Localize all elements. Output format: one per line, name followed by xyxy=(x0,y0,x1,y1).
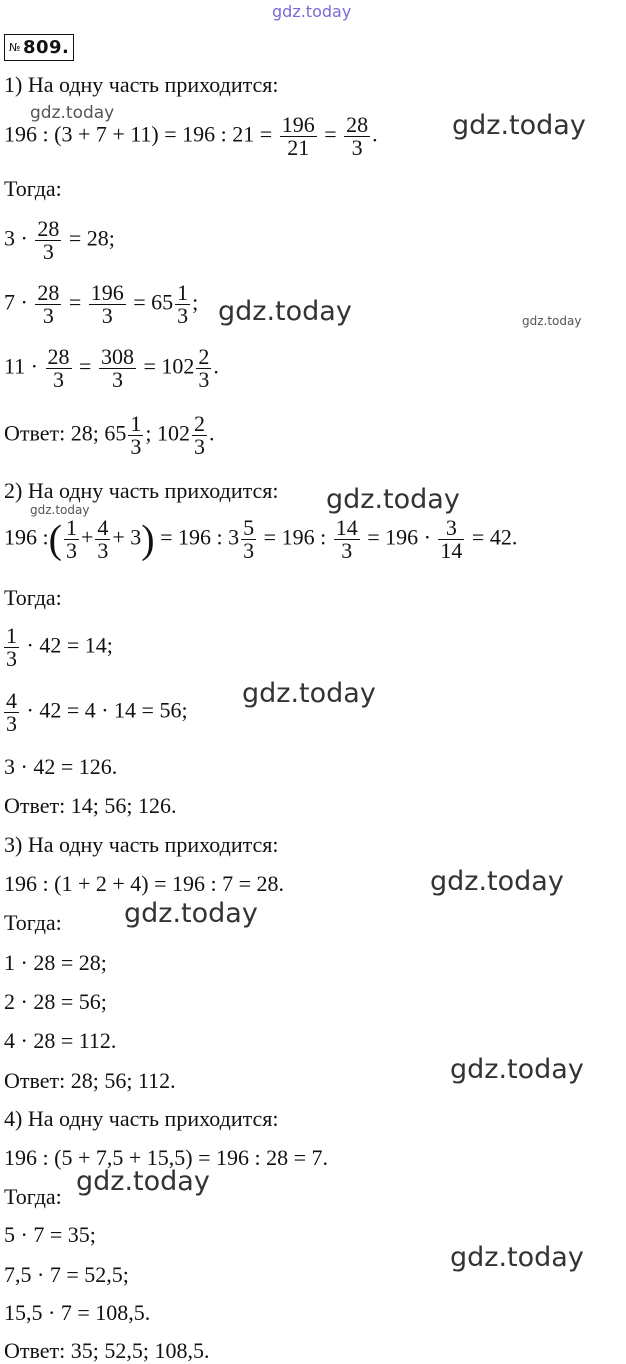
part4-intro: 4) На одну часть приходится: xyxy=(4,1106,279,1131)
part1-line2: 7 · $\frac{28}{3}$ = $\frac{196}{3}$ = 65 $\frac{1}{3}$ ; xyxy=(4,280,199,328)
watermark: gdz.today xyxy=(218,296,352,327)
part2-intro: 2) На одну часть приходится: xyxy=(4,478,279,503)
fraction: $\frac{196}{3}$ xyxy=(90,280,124,328)
watermark: gdz.today xyxy=(326,484,460,515)
part2-line1: $\frac{1}{3}$ · 42 = 14; xyxy=(6,623,113,671)
fraction: $\frac{308}{3}$ xyxy=(100,344,134,392)
part4-line1: 5 · 7 = 35; xyxy=(4,1222,96,1247)
part4-answer: Ответ: 35; 52,5; 108,5. xyxy=(4,1338,210,1363)
watermark: gdz.today xyxy=(124,898,258,929)
watermark: gdz.today xyxy=(522,314,582,328)
watermark: gdz.today xyxy=(430,866,564,897)
fraction: $\frac{196}{21}$ xyxy=(281,112,315,160)
fraction: $\frac{1}{3}$ xyxy=(130,411,142,459)
fraction: $\frac{1}{3}$ xyxy=(177,280,189,328)
fraction: $\frac{14}{3}$ xyxy=(335,515,358,563)
watermark-top: gdz.today xyxy=(272,2,352,21)
fraction: $\frac{28}{3}$ xyxy=(346,112,369,160)
fraction: $\frac{28}{3}$ xyxy=(37,216,60,264)
part4-equation: 196 : (5 + 7,5 + 15,5) = 196 : 28 = 7. xyxy=(4,1145,329,1170)
part1-intro: 1) На одну часть приходится: xyxy=(4,72,279,97)
number-sign: № xyxy=(9,41,21,54)
part3-intro: 3) На одну часть приходится: xyxy=(4,832,279,857)
eq-text: 196 : (3 + 7 + 11) = 196 : 21 = xyxy=(4,121,273,147)
fraction: $\frac{4}{3}$ xyxy=(6,688,17,736)
fraction: $\frac{3}{14}$ xyxy=(440,515,463,563)
part3-equation: 196 : (1 + 2 + 4) = 196 : 7 = 28. xyxy=(4,871,285,896)
part3-then: Тогда: xyxy=(4,910,62,935)
fraction: $\frac{2}{3}$ xyxy=(194,411,205,459)
part2-then: Тогда: xyxy=(4,585,62,610)
fraction: $\frac{4}{3}$ xyxy=(97,515,109,563)
watermark: gdz.today xyxy=(450,1054,584,1085)
watermark: gdz.today xyxy=(30,503,90,517)
watermark: gdz.today xyxy=(242,678,376,709)
part3-line3: 4 · 28 = 112. xyxy=(4,1028,117,1053)
part1-equation: 196 : (3 + 7 + 11) = 196 : 21 = $\frac{196}{21}$ = $\frac{28}{3}$ . xyxy=(4,112,378,160)
watermark: gdz.today xyxy=(450,1242,584,1273)
part2-answer: Ответ: 14; 56; 126. xyxy=(4,793,177,818)
part1-answer: Ответ: 28; 65 $\frac{1}{3}$ ; 102 $\frac{2}{3}$ . xyxy=(4,411,215,459)
part1-line3: 11 · $\frac{28}{3}$ = $\frac{308}{3}$ = 102 $\frac{2}{3}$ . xyxy=(4,344,219,392)
watermark: gdz.today xyxy=(452,110,586,141)
problem-number-badge xyxy=(4,34,74,61)
fraction: $\frac{1}{3}$ xyxy=(65,515,77,563)
watermark: gdz.today xyxy=(30,103,115,123)
fraction: $\frac{2}{3}$ xyxy=(198,344,210,392)
part2-line3: 3 · 42 = 126. xyxy=(4,754,118,779)
part2-line2: $\frac{4}{3}$ · 42 = 4 · 14 = 56; xyxy=(6,688,188,736)
part1-then: Тогда: xyxy=(4,176,62,201)
part2-equation: 196 :( $\frac{1}{3}$ + $\frac{4}{3}$ + 3) = 196 : 3 $\frac{5}{3}$ = 196 : $\frac{14}{3}$ = 196 · $\frac{3}{14}$ = 42. xyxy=(4,515,518,563)
part3-line2: 2 · 28 = 56; xyxy=(4,989,107,1014)
part3-line1: 1 · 28 = 28; xyxy=(4,950,107,975)
problem-number: 809. xyxy=(22,37,70,58)
part4-then: Тогда: xyxy=(4,1184,62,1209)
part4-line2: 7,5 · 7 = 52,5; xyxy=(4,1262,129,1287)
fraction: $\frac{28}{3}$ xyxy=(37,280,60,328)
fraction: $\frac{5}{3}$ xyxy=(243,515,255,563)
fraction: $\frac{1}{3}$ xyxy=(6,623,17,671)
watermark: gdz.today xyxy=(76,1166,210,1197)
fraction: $\frac{28}{3}$ xyxy=(47,344,70,392)
part1-line1: 3 · $\frac{28}{3}$ = 28; xyxy=(4,216,115,264)
part3-answer: Ответ: 28; 56; 112. xyxy=(4,1068,176,1093)
part4-line3: 15,5 · 7 = 108,5. xyxy=(4,1300,151,1325)
